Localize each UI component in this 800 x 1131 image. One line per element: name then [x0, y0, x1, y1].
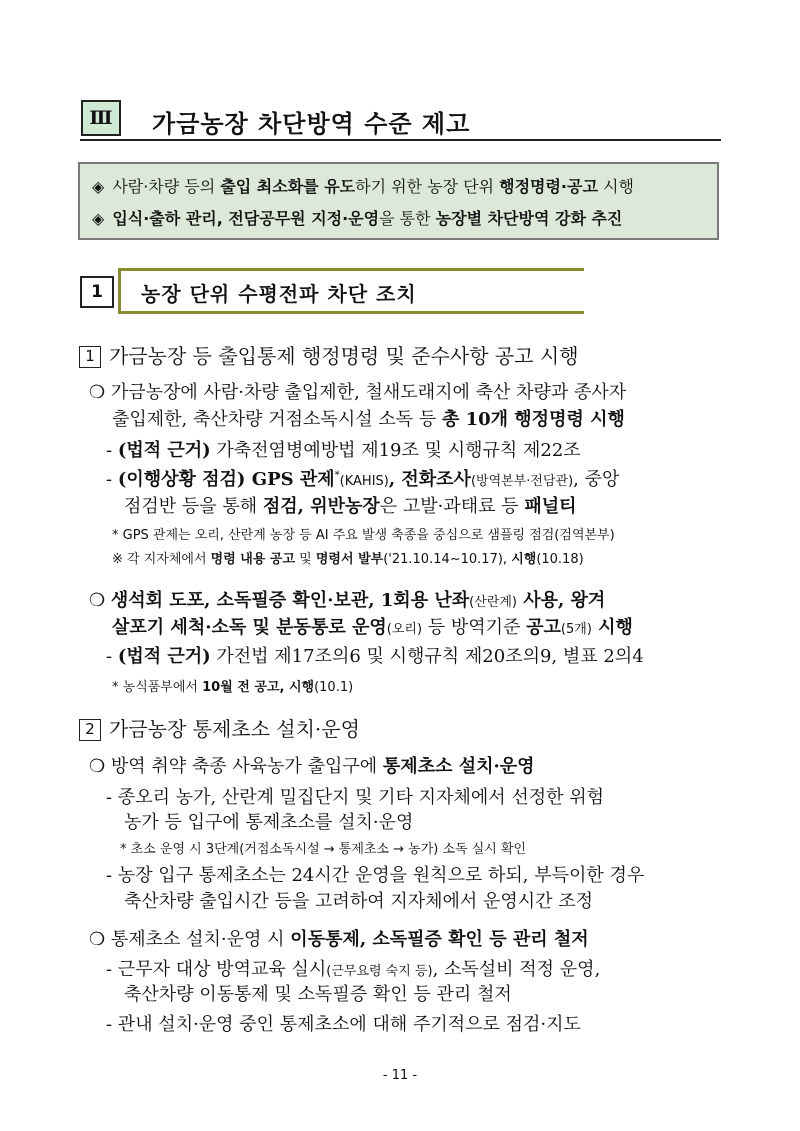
text: (산란계) — [469, 595, 517, 610]
block1-note3 — [112, 676, 353, 695]
text: (5개) — [560, 622, 592, 637]
emphasis: 시행 — [591, 617, 633, 638]
text: (오리) — [386, 622, 423, 637]
block1-o1-line1 — [89, 378, 626, 404]
subsection-number-box — [80, 276, 114, 308]
block2-heading — [79, 713, 360, 742]
summary-emphasis: 출입 최소화를 유도 — [220, 177, 356, 196]
subsection-number: 1 — [91, 282, 103, 302]
section-numeral: Ⅲ — [89, 107, 113, 129]
block2-title: 가금농장 통제초소 설치·운영 — [109, 717, 360, 741]
summary-text: 사람·차량 등의 — [112, 177, 221, 196]
summary-text: 시행 — [597, 177, 634, 196]
text: , 중앙 — [573, 469, 620, 490]
dash: - — [106, 440, 118, 461]
section-title: 가금농장 차단방역 수준 제고 — [152, 110, 471, 138]
block2-o1 — [89, 752, 535, 778]
emphasis: 시행 — [511, 552, 537, 567]
block2-d3-line1 — [106, 955, 600, 981]
block1-note1: * GPS 관제는 오리, 산란계 농장 등 AI 주요 발생 축종을 중심으로 샘플링 점검(검역본부) — [112, 528, 615, 543]
emphasis: 명령 내용 공고 — [210, 552, 296, 567]
circle-bullet-icon: ❍ — [89, 382, 106, 403]
circle-bullet-icon: ❍ — [89, 590, 106, 611]
block2-o2 — [89, 925, 589, 951]
block2-d2-line2: 축산차량 출입시간 등을 고려하여 지자체에서 운영시간 조정 — [124, 891, 594, 912]
emphasis: (법적 근거) — [117, 440, 211, 461]
subsection-title: 농장 단위 수평전파 차단 조치 — [141, 282, 417, 306]
emphasis: 명령서 발부 — [315, 552, 384, 567]
text: 방역 취약 축종 사육농가 출입구에 — [110, 756, 383, 777]
text: (10.1) — [314, 680, 354, 695]
summary-emphasis: 입식·출하 관리, 전담공무원 지정·운영 — [112, 209, 380, 228]
summary-text: 하기 위한 농장 단위 — [355, 177, 500, 196]
section-number-box — [81, 100, 121, 136]
text: 가전법 제17조의6 및 시행규칙 제20조의9, 별표 2의4 — [210, 646, 644, 667]
block1-heading — [79, 340, 579, 369]
text: * 농식품부에서 — [112, 680, 203, 695]
emphasis: 총 10개 행정명령 시행 — [441, 409, 625, 430]
text: ※ 각 지자체에서 — [112, 552, 211, 567]
summary-emphasis: 농장별 차단방역 강화 추진 — [435, 209, 623, 228]
emphasis: 패널티 — [524, 496, 577, 517]
block1-d1 — [106, 436, 581, 462]
emphasis: 살포기 세척·소독 및 분동통로 운영 — [112, 617, 387, 638]
block2-d2-line1: - 농장 입구 통제초소는 24시간 운영을 원칙으로 하되, 부득이한 경우 — [106, 865, 645, 886]
summary-line-1 — [92, 174, 634, 197]
text: (10.18) — [536, 552, 584, 567]
block1-o1-line2 — [112, 405, 625, 431]
emphasis: 통제초소 설치·운영 — [382, 756, 535, 777]
summary-text: 을 통한 — [379, 209, 436, 228]
block1-o2-line2 — [112, 613, 633, 639]
text: 및 — [295, 552, 316, 567]
text: 가금농장에 사람·차량 출입제한, 철새도래지에 축산 차량과 종사자 — [110, 382, 627, 403]
emphasis: 공고 — [526, 617, 561, 638]
text: ('21.10.14∼10.17), — [383, 552, 512, 567]
summary-line-2 — [92, 206, 622, 229]
diamond-bullet-icon: ◈ — [92, 177, 105, 196]
text: (KAHIS) — [339, 474, 389, 489]
text: , 소독설비 적정 운영, — [432, 959, 601, 980]
text: 통제초소 설치·운영 시 — [110, 929, 291, 950]
text: (근무요령 숙지 등) — [326, 964, 433, 979]
block2-d4: - 관내 설치·운영 중인 통제초소에 대해 주기적으로 점검·지도 — [106, 1014, 581, 1035]
text: (방역본부·전담관) — [470, 474, 574, 489]
block2-d3-line2: 축산차량 이동통제 및 소독필증 확인 등 관리 철저 — [124, 984, 512, 1005]
diamond-bullet-icon: ◈ — [92, 209, 105, 228]
block2-d1-line1: - 종오리 농가, 산란계 밀집단지 및 기타 지자체에서 선정한 위험 — [106, 787, 604, 808]
dash: - — [106, 469, 118, 490]
text: 은 고발·과태료 등 — [379, 496, 525, 517]
circle-bullet-icon: ❍ — [89, 929, 106, 950]
block2-number-box: 2 — [79, 719, 101, 741]
block1-d2-line1 — [106, 465, 619, 491]
block2-note1: * 초소 운영 시 3단계(거점소독시설 → 통제초소 → 농가) 소독 실시 확인 — [120, 842, 527, 857]
block1-number-box: 1 — [79, 346, 101, 368]
emphasis: 10월 전 공고, 시행 — [202, 680, 315, 695]
text: 가축전염병예방법 제19조 및 시행규칙 제22조 — [210, 440, 581, 461]
block1-d2-line2 — [124, 492, 577, 518]
section-rule — [80, 139, 721, 141]
page-number: - 11 - — [382, 1068, 418, 1083]
text: - 근무자 대상 방역교육 실시 — [106, 959, 327, 980]
emphasis: 생석회 도포, 소독필증 확인·보관, 1회용 난좌 — [110, 590, 470, 611]
summary-box — [78, 162, 719, 240]
emphasis: , 전화조사 — [388, 469, 471, 490]
block1-note2 — [112, 548, 584, 567]
emphasis: (이행상황 점검) GPS 관제 — [117, 469, 335, 490]
block1-o2-line1 — [89, 586, 605, 612]
footnote-mark: * — [334, 470, 340, 481]
block1-title: 가금농장 등 출입통제 행정명령 및 준수사항 공고 시행 — [109, 344, 579, 368]
summary-emphasis: 행정명령·공고 — [499, 177, 598, 196]
block1-d3 — [106, 642, 644, 668]
text: 등 방역기준 — [422, 617, 527, 638]
dash: - — [106, 646, 118, 667]
block2-d1-line2: 농가 등 입구에 통제초소를 설치·운영 — [124, 812, 414, 833]
text: 출입제한, 축산차량 거점소독시설 소독 등 — [112, 409, 442, 430]
text: 점검반 등을 통해 — [124, 496, 263, 517]
emphasis: 이동통제, 소독필증 확인 등 관리 철저 — [290, 929, 589, 950]
emphasis: 점검, 위반농장 — [262, 496, 380, 517]
emphasis: 사용, 왕겨 — [516, 590, 606, 611]
emphasis: (법적 근거) — [117, 646, 211, 667]
circle-bullet-icon: ❍ — [89, 756, 106, 777]
